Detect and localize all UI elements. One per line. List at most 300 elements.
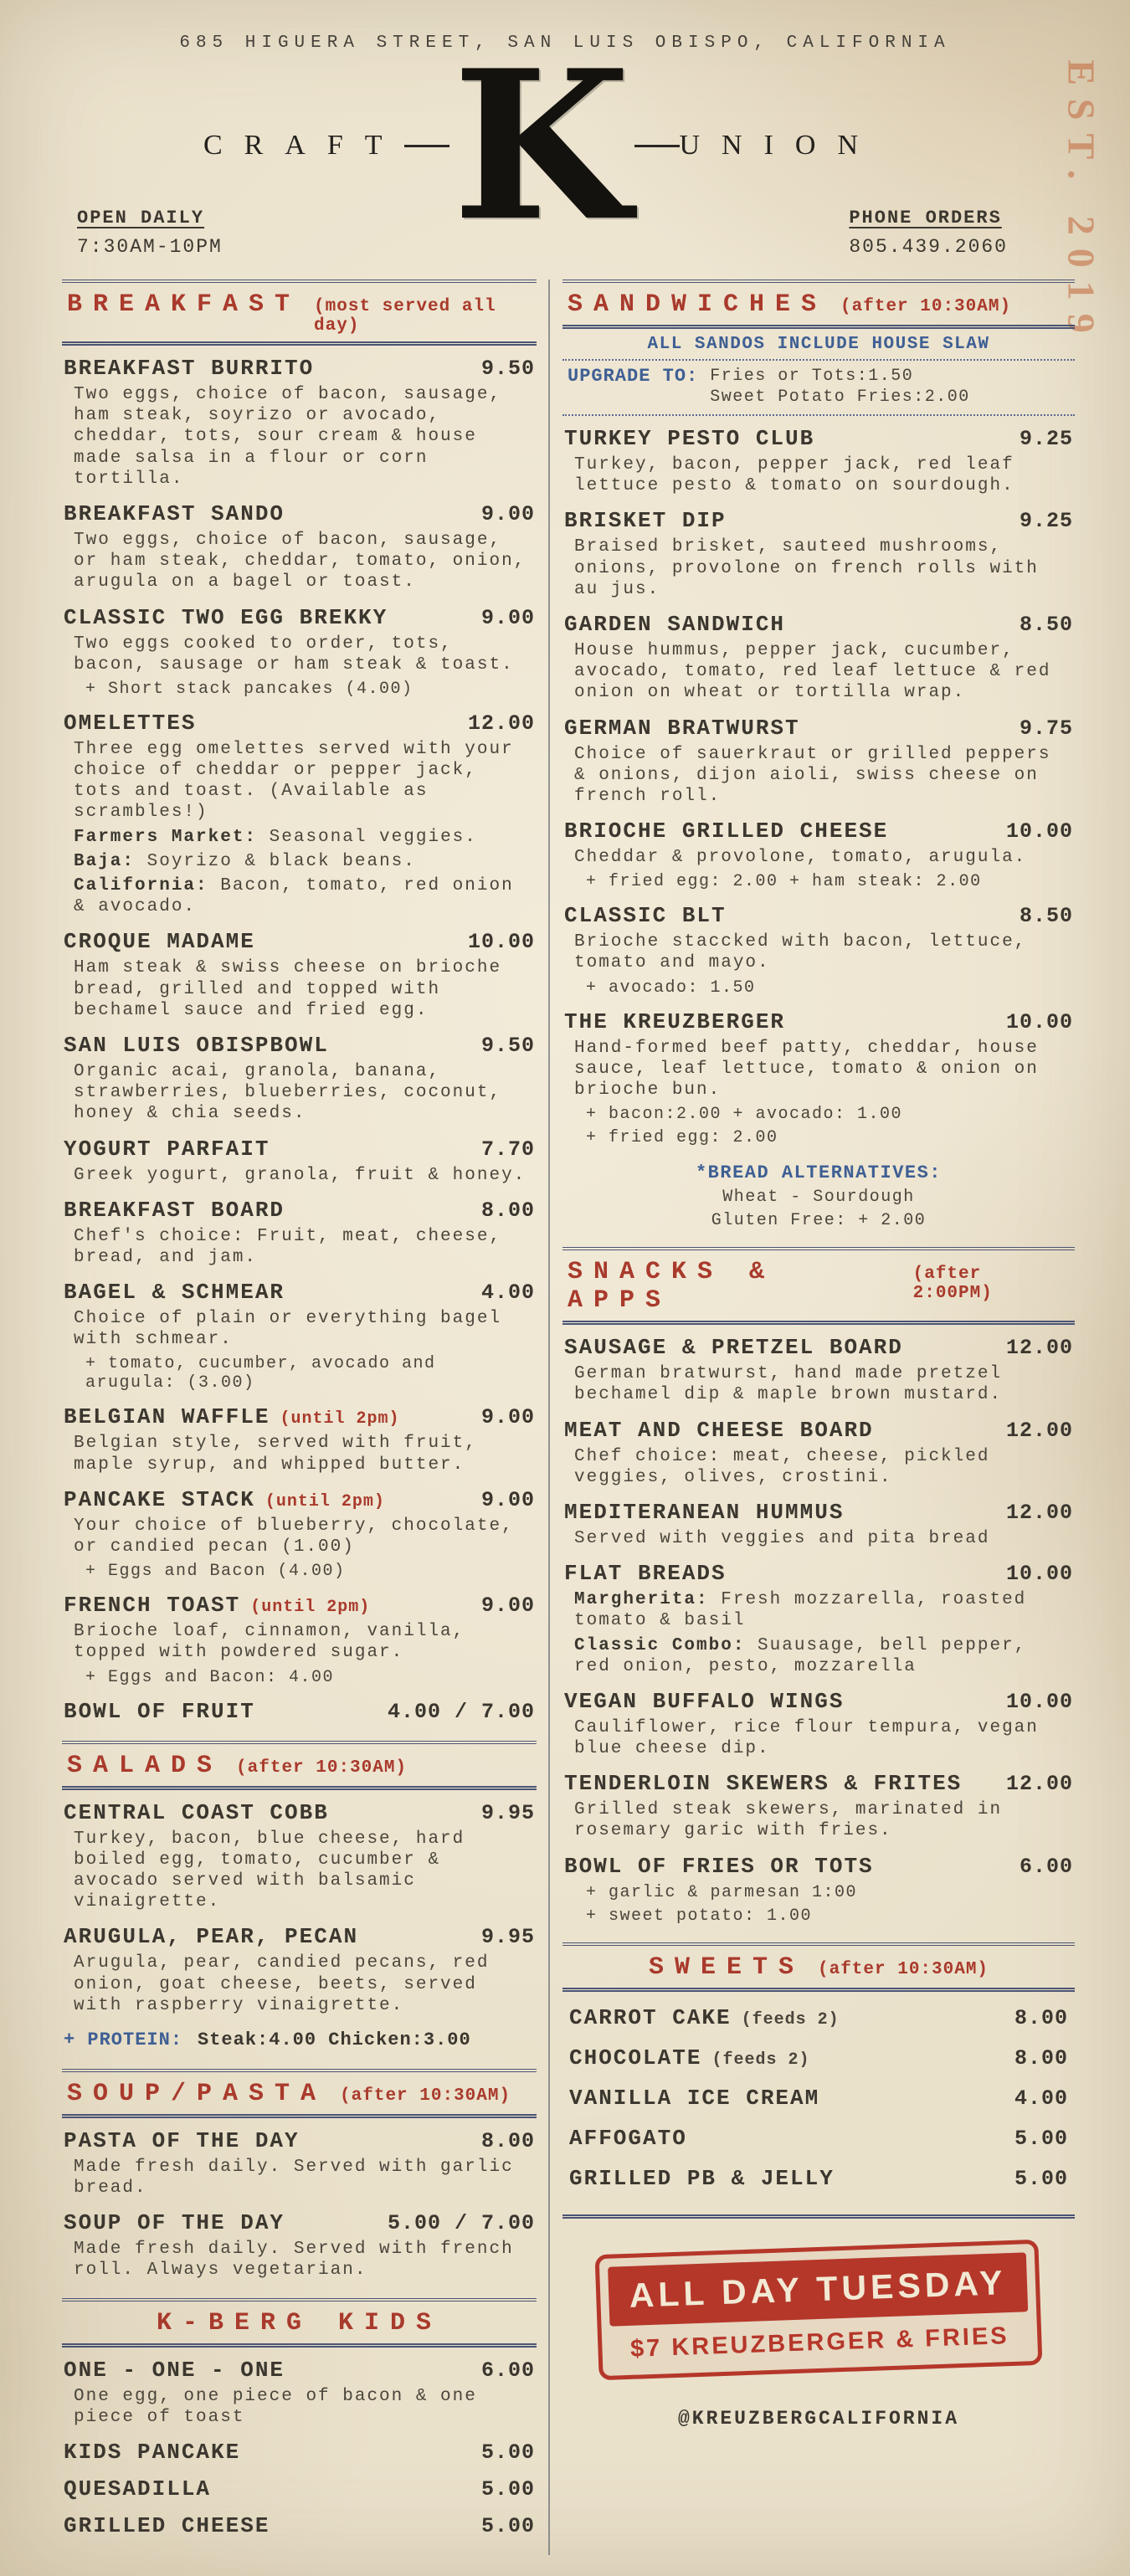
stamp-offer: $7 KREUZBERGER & FRIES (629, 2322, 1010, 2363)
menu-item-row (64, 2476, 535, 2502)
menu-item-name-wrap (569, 2086, 819, 2111)
menu-item-row (64, 929, 535, 954)
brand-rule-left (404, 145, 449, 147)
menu-item-addon: + Eggs and Bacon (4.00) (85, 1562, 346, 1582)
menu-item-row (564, 508, 1073, 533)
menu-item (562, 1771, 1075, 1841)
menu-item-price: 8.00 (1014, 2005, 1068, 2030)
menu-item-description (64, 827, 535, 848)
menu-item-description: Belgian style, served with fruit, maple syrup, and whipped butter. (74, 1434, 477, 1475)
menu-item-description: Cauliflower, rice flour tempura, vegan blue cheese dip. (574, 1717, 1039, 1759)
menu-item-description: House hummus, pepper jack, cucumber, avocado, tomato, red leaf lettuce & red onion on wheat or tortilla wrap. (574, 640, 1051, 703)
menu-item (62, 1280, 537, 1393)
section-header (62, 1741, 537, 1790)
menu-item-name: ONE - ONE - ONE (64, 2357, 285, 2383)
menu-item-row (564, 1009, 1073, 1034)
menu-item-addon: + bacon:2.00 + avocado: 1.00 (586, 1105, 903, 1125)
menu-item-price: 12.00 (1005, 1418, 1073, 1443)
brand-k-letter: K (452, 25, 631, 266)
menu-item-row (564, 1335, 1073, 1360)
menu-item-description: Two eggs, choice of bacon, sausage, ham steak, soyrizo or avocado, cheddar, tots, sour cream & house made salsa in a flour or corn tortilla. (74, 385, 502, 489)
menu-item (568, 2005, 1070, 2030)
menu-item-name: BREAKFAST SANDO (64, 500, 285, 526)
section-availability-note: (after 2:00PM) (912, 1265, 993, 1304)
section-salads (62, 1741, 537, 2052)
menu-item-name-wrap (564, 1335, 903, 1360)
menu-item-variant-name: Classic Combo: (574, 1635, 758, 1655)
menu-item-row (64, 501, 535, 526)
menu-item-price: 8.00 (480, 2128, 535, 2153)
menu-item (62, 2513, 537, 2538)
menu-item-name-wrap (64, 1924, 358, 1949)
menu-item-variant-name: Baja: (74, 851, 147, 871)
menu-item-description: Made fresh daily. Served with french roll. Always vegetarian. (74, 2240, 514, 2281)
menu-item-description: Hand-formed beef patty, cheddar, house sauce, leaf lettuce, tomato & onion on brioche bun. (574, 1038, 1039, 1100)
menu-item-price: 5.00 (1014, 2126, 1068, 2151)
menu-item-name: BRISKET DIP (564, 508, 727, 534)
menu-item-name: VEGAN BUFFALO WINGS (564, 1688, 845, 1714)
menu-item-price: 8.00 (1014, 2045, 1068, 2071)
menu-item-time-note: (until 2pm) (250, 1598, 371, 1618)
menu-item-name: CHOCOLATE (569, 2045, 702, 2071)
menu-item-name-wrap (564, 1009, 785, 1034)
menu-item-name: CROQUE MADAME (64, 929, 255, 955)
menu-item-row (64, 1800, 535, 1825)
menu-item-name: BOWL OF FRUIT (64, 1698, 255, 1724)
menu-column-right (562, 280, 1075, 2555)
menu-item-name-wrap (64, 2440, 240, 2465)
menu-item-name: BELGIAN WAFFLE (64, 1404, 270, 1430)
menu-item-row (64, 1699, 535, 1724)
section-title: K-BERG KIDS (156, 2308, 443, 2337)
menu-item (562, 818, 1075, 891)
protein-addon-note (62, 2028, 537, 2052)
upgrade-option: Sweet Potato Fries:2.00 (710, 387, 970, 407)
menu-item (62, 2476, 537, 2502)
menu-item (62, 2210, 537, 2281)
protein-label: + PROTEIN: (64, 2029, 183, 2050)
menu-item-name-wrap (64, 929, 255, 954)
protein-options: Steak:4.00 Chicken:3.00 (198, 2029, 471, 2050)
menu-item-name: VANILLA ICE CREAM (569, 2085, 820, 2111)
menu-item-row (564, 426, 1073, 451)
brand-rule-right (634, 145, 680, 147)
menu-item (62, 1137, 537, 1186)
menu-item (562, 612, 1075, 704)
menu-item-price: 9.25 (1019, 509, 1073, 534)
menu-item-name: YOGURT PARFAIT (64, 1136, 270, 1162)
section-availability-note: (after 10:30AM) (236, 1758, 408, 1778)
menu-item-name: FLAT BREADS (564, 1561, 727, 1587)
menu-item-variant-text: Fresh mozzarella, roasted tomato & basil (574, 1590, 1027, 1631)
menu-item-name-wrap (564, 818, 888, 844)
menu-item-name-wrap (564, 508, 727, 533)
menu-item (62, 356, 537, 490)
menu-item-name: CARROT CAKE (569, 2004, 732, 2030)
upgrade-note (562, 361, 1075, 414)
menu-item-name-wrap (64, 1593, 370, 1618)
section-header (562, 1247, 1075, 1325)
menu-item-name: FRENCH TOAST (64, 1593, 241, 1619)
menu-item-name: BOWL OF FRIES OR TOTS (564, 1853, 874, 1879)
menu-item-name-wrap (64, 2210, 285, 2235)
menu-item-addon: + avocado: 1.50 (586, 978, 756, 998)
menu-item-name: BRIOCHE GRILLED CHEESE (564, 818, 889, 844)
sandwich-banner (562, 329, 1075, 416)
menu-item-description: Turkey, bacon, blue cheese, hard boiled egg, tomato, cucumber & avocado served with balsamic vinaigrette. (74, 1829, 465, 1912)
menu-item-description: Your choice of blueberry, chocolate, or candied pecan (1.00) (74, 1516, 514, 1557)
section-header (62, 280, 537, 346)
section-availability-note: (after 10:30AM) (818, 1959, 989, 1979)
section-title: BREAKFAST (67, 290, 301, 319)
menu-item-description: Grilled steak skewers, marinated in rosemary garic with fries. (574, 1800, 1003, 1841)
menu-item-row (64, 2210, 535, 2235)
menu-item-price: 9.95 (480, 1800, 535, 1825)
menu-item-price: 12.00 (1005, 1336, 1073, 1361)
menu-item (562, 508, 1075, 600)
bread-alternatives-title: *BREAD ALTERNATIVES: (695, 1162, 943, 1184)
menu-item-name-wrap (564, 1500, 844, 1525)
menu-item-name: QUESADILLA (64, 2476, 212, 2502)
menu-item (562, 716, 1075, 808)
open-daily-label: OPEN DAILY (77, 208, 205, 228)
menu-item-description: Cheddar & provolone, tomato, arugula. (574, 848, 1027, 868)
menu-item-price: 9.00 (480, 1405, 535, 1430)
menu-item-description: Choice of plain or everything bagel with schmear. (74, 1309, 502, 1350)
menu-item-name: PANCAKE STACK (64, 1486, 255, 1512)
menu-item-price: 4.00 (1014, 2086, 1068, 2111)
menu-body (62, 280, 1075, 2555)
menu-item (562, 903, 1075, 997)
section-header (562, 280, 1075, 329)
menu-item-variant-text: Soyrizo & black beans. (146, 851, 416, 871)
menu-item-price: 8.50 (1019, 612, 1073, 637)
menu-item-description: Choice of sauerkraut or grilled peppers & onions, dijon aioli, swiss cheese on french roll. (574, 744, 1051, 806)
menu-item-variant-name: Margherita: (574, 1590, 722, 1610)
menu-item-row (569, 2005, 1068, 2030)
upgrade-options (710, 366, 970, 408)
menu-item-row (564, 1771, 1073, 1796)
menu-item-price: 8.50 (1019, 904, 1073, 929)
menu-item-name-wrap (569, 2126, 687, 2151)
menu-item-variant-text: Suausage, bell pepper, red onion, pesto, mozzarella (574, 1635, 1027, 1676)
menu-item-name-wrap (64, 1404, 399, 1429)
menu-item-price: 6.00 (480, 2358, 535, 2383)
menu-item-name-wrap (64, 356, 314, 381)
section-header (62, 2069, 537, 2118)
menu-item-name: CENTRAL COAST COBB (64, 1799, 329, 1825)
instagram-handle: @KREUZBERGCALIFORNIA (677, 2407, 960, 2430)
menu-item-name: PASTA OF THE DAY (64, 2127, 300, 2153)
section-snacks (562, 1247, 1075, 1925)
menu-item-variant-name: California: (74, 876, 221, 895)
menu-item (562, 1009, 1075, 1148)
menu-item-price: 6.00 (1019, 1854, 1073, 1879)
menu-item-row (64, 1033, 535, 1058)
menu-item-row (564, 1418, 1073, 1443)
menu-item-name: TENDERLOIN SKEWERS & FRITES (564, 1771, 963, 1797)
bread-alternative-option: Wheat - Sourdough (722, 1188, 915, 1208)
menu-item-description: Brioche staccked with bacon, lettuce, tomato and mayo. (574, 932, 1027, 973)
upgrade-label: UPGRADE TO: (568, 366, 699, 387)
menu-item-price: 5.00 (1014, 2166, 1068, 2191)
menu-item-addon: + tomato, cucumber, avocado and arugula: (3.00) (85, 1354, 436, 1393)
menu-item-description: Ham steak & swiss cheese on brioche bread, grilled and topped with bechamel sauce and fried egg. (74, 958, 502, 1020)
menu-item (562, 1500, 1075, 1549)
menu-item-name-wrap (564, 612, 785, 637)
menu-item-name-wrap (64, 605, 388, 630)
menu-item-description (564, 1635, 1073, 1677)
menu-item-description: Greek yogurt, granola, fruit & honey. (74, 1165, 526, 1185)
menu-item-name: ARUGULA, PEAR, PECAN (64, 1924, 359, 1950)
menu-item-price: 8.00 (480, 1198, 535, 1223)
menu-item-addon: + sweet potato: 1.00 (586, 1906, 813, 1926)
menu-item-price: 7.70 (480, 1137, 535, 1162)
open-hours-value: 7:30AM-10PM (77, 236, 223, 258)
menu-item-description (64, 875, 535, 917)
menu-item-row (64, 1137, 535, 1162)
menu-item-description: Braised brisket, sauteed mushrooms, onions, provolone on french rolls with au jus. (574, 537, 1039, 599)
menu-item-name-wrap (64, 1280, 285, 1305)
menu-item-name: MEAT AND CHEESE BOARD (564, 1417, 874, 1443)
menu-item-row (564, 1854, 1073, 1879)
menu-item-time-note: (until 2pm) (265, 1491, 385, 1511)
menu-item-price: 10.00 (467, 930, 535, 955)
upgrade-option: Fries or Tots:1.50 (710, 367, 914, 386)
menu-item-description: Turkey, bacon, pepper jack, red leaf lettuce pesto & tomato on sourdough. (574, 455, 1014, 496)
menu-item-price: 9.95 (480, 1925, 535, 1950)
menu-item-row (64, 711, 535, 736)
menu-item-name-wrap (564, 1689, 844, 1714)
phone-orders-block (849, 208, 1008, 258)
menu-item (562, 1335, 1075, 1405)
menu-item-price: 5.00 (480, 2440, 535, 2465)
menu-item-price: 9.00 (480, 1487, 535, 1512)
menu-item-row (64, 1924, 535, 1949)
menu-item-name-wrap (64, 1800, 329, 1825)
menu-item (62, 711, 537, 918)
menu-item (62, 929, 537, 1021)
brand-union-text: UNION (679, 130, 881, 161)
menu-item (62, 2128, 537, 2199)
menu-item-row (64, 1487, 535, 1512)
menu-item-name: SAUSAGE & PRETZEL BOARD (564, 1335, 903, 1361)
menu-item-row (64, 2128, 535, 2153)
menu-item-name-wrap (569, 2045, 809, 2071)
menu-item-variant-text: Seasonal veggies. (269, 827, 477, 847)
menu-item-name: OMELETTES (64, 710, 197, 736)
menu-item-price: 12.00 (467, 711, 535, 736)
menu-column-left (62, 280, 537, 2555)
menu-item (62, 1800, 537, 1913)
menu-item (568, 2166, 1070, 2191)
section-header (62, 2298, 537, 2348)
menu-item-price: 9.50 (480, 1033, 535, 1058)
menu-item-name: MEDITERANEAN HUMMUS (564, 1499, 845, 1525)
menu-item-row (64, 2440, 535, 2465)
section-sandwiches (562, 280, 1075, 1230)
menu-item-price: 9.75 (1019, 716, 1073, 741)
menu-item (62, 1699, 537, 1724)
menu-item-addon: + Eggs and Bacon: 4.00 (85, 1667, 335, 1687)
menu-item-addon: + fried egg: 2.00 (586, 1128, 778, 1148)
menu-item-name-wrap (64, 2513, 270, 2538)
menu-item (62, 1593, 537, 1686)
menu-item-row (64, 605, 535, 630)
menu-item-serving-note: (feeds 2) (711, 2050, 810, 2070)
menu-item-name-wrap (569, 2005, 840, 2030)
section-breakfast (62, 280, 537, 1724)
menu-item-name: BAGEL & SCHMEAR (64, 1280, 285, 1306)
menu-item-addon: + Short stack pancakes (4.00) (85, 679, 413, 699)
menu-item-name: BREAKFAST BOARD (64, 1197, 285, 1223)
menu-item (62, 501, 537, 593)
menu-item-price: 12.00 (1005, 1500, 1073, 1525)
menu-item (568, 2086, 1070, 2111)
menu-item-row (564, 1689, 1073, 1714)
menu-item-row (64, 2358, 535, 2383)
menu-item-description: Made fresh daily. Served with garlic bread. (74, 2157, 514, 2199)
menu-item-price: 9.00 (480, 1593, 535, 1619)
menu-item-time-note: (until 2pm) (280, 1409, 400, 1429)
menu-item-price: 10.00 (1005, 819, 1073, 844)
menu-item-row (564, 903, 1073, 928)
menu-item (562, 1854, 1075, 1926)
brand-craft-text: CRAFT (203, 130, 404, 161)
menu-item-price: 4.00 / 7.00 (387, 1699, 535, 1724)
menu-item-name-wrap (64, 2476, 211, 2502)
menu-item-row (64, 1280, 535, 1305)
menu-item-row (64, 1404, 535, 1429)
menu-item (562, 426, 1075, 496)
bread-alternative-option: Gluten Free: + 2.00 (711, 1211, 927, 1231)
menu-item-name: CLASSIC TWO EGG BREKKY (64, 604, 388, 630)
menu-item-price: 9.00 (480, 501, 535, 526)
menu-item-name-wrap (564, 1418, 874, 1443)
menu-item-name: GRILLED PB & JELLY (569, 2165, 835, 2191)
menu-item-description: Two eggs cooked to order, tots, bacon, sausage or ham steak & toast. (74, 634, 514, 675)
menu-item-name-wrap (569, 2166, 835, 2191)
menu-item-row (564, 1561, 1073, 1586)
menu-item-row (64, 356, 535, 381)
menu-item (562, 1561, 1075, 1677)
menu-item (62, 1924, 537, 2016)
menu-item-name: THE KREUZBERGER (564, 1008, 786, 1034)
menu-item (62, 1404, 537, 1475)
column-divider (548, 280, 550, 2555)
menu-item-price: 9.00 (480, 605, 535, 630)
menu-item-row (569, 2086, 1068, 2111)
menu-item-description (564, 1589, 1073, 1631)
menu-item-description: Chef choice: meat, cheese, pickled veggies, olives, crostini. (574, 1446, 990, 1487)
menu-item-row (64, 1198, 535, 1223)
menu-item (62, 2440, 537, 2465)
menu-item-description: Brioche loaf, cinnamon, vanilla, topped with powdered sugar. (74, 1622, 465, 1663)
section-availability-note: (most served all day) (314, 297, 496, 336)
right-column-tail (562, 2247, 1075, 2430)
stamp-headline: ALL DAY TUESDAY (608, 2252, 1028, 2326)
section-title: SWEETS (648, 1953, 804, 1982)
section-title: SNACKS & APPS (568, 1258, 776, 1316)
menu-item-description: Two eggs, choice of bacon, sausage, or ham steak, cheddar, tomato, onion, arugula on a bagel or toast. (74, 530, 526, 593)
menu-item-name-wrap (64, 1699, 255, 1724)
menu-item-price: 9.25 (1019, 427, 1073, 451)
section-availability-note: (after 10:30AM) (840, 297, 1012, 316)
menu-item-name: SOUP OF THE DAY (64, 2210, 285, 2236)
menu-item-row (569, 2166, 1068, 2191)
section-kids (62, 2298, 537, 2538)
menu-item-row (569, 2126, 1068, 2151)
menu-item-price: 5.00 (480, 2514, 535, 2538)
menu-item-description: Chef's choice: Fruit, meat, cheese, bread, and jam. (74, 1226, 502, 1267)
section-soup_pasta (62, 2069, 537, 2281)
menu-item-description: Arugula, pear, candied pecans, red onion, goat cheese, beets, served with raspberry vinaigrette. (74, 1953, 490, 2015)
menu-item-variant-text: Bacon, tomato, red onion & avocado. (74, 876, 514, 917)
menu-item-name: SAN LUIS OBISPBOWL (64, 1032, 329, 1058)
menu-item-addon: + fried egg: 2.00 + ham steak: 2.00 (586, 872, 982, 892)
menu-item-price: 10.00 (1005, 1689, 1073, 1714)
menu-item (62, 2358, 537, 2428)
section-title: SALADS (67, 1751, 223, 1780)
established-text: EST. 2019 (1060, 59, 1103, 346)
menu-item (62, 1033, 537, 1125)
menu-item-row (564, 1500, 1073, 1525)
menu-item-name: BREAKFAST BURRITO (64, 356, 315, 381)
menu-item-price: 10.00 (1005, 1009, 1073, 1034)
menu-item-name: AFFOGATO (569, 2125, 687, 2151)
menu-item-price: 12.00 (1005, 1772, 1073, 1797)
section-availability-note: (after 10:30AM) (340, 2086, 511, 2106)
menu-item-name-wrap (564, 1561, 727, 1586)
menu-item-name-wrap (564, 1854, 874, 1879)
menu-item-row (64, 2513, 535, 2538)
menu-item (568, 2126, 1070, 2151)
section-title: SOUP/PASTA (67, 2079, 327, 2108)
phone-number: 805.439.2060 (849, 236, 1008, 258)
menu-item-addon: + garlic & parmesan 1:00 (586, 1882, 858, 1902)
menu-item-name: GARDEN SANDWICH (564, 611, 786, 637)
menu-item-row (64, 1593, 535, 1618)
phone-orders-label: PHONE ORDERS (849, 208, 1002, 228)
menu-item-name-wrap (564, 903, 727, 928)
section-sweets (562, 1942, 1075, 2219)
menu-item-description (64, 851, 535, 872)
menu-item-row (569, 2045, 1068, 2071)
menu-item-name: GERMAN BRATWURST (564, 715, 800, 741)
all-day-tuesday-stamp (595, 2239, 1043, 2379)
bread-alternatives-note (562, 1162, 1075, 1230)
menu-item-name: CLASSIC BLT (564, 903, 727, 929)
menu-item-price: 10.00 (1005, 1562, 1073, 1587)
menu-item-price: 9.50 (480, 357, 535, 381)
menu-item (568, 2045, 1070, 2071)
menu-item-name-wrap (64, 1487, 385, 1512)
menu-item-price: 4.00 (480, 1280, 535, 1306)
menu-item-name-wrap (64, 501, 285, 526)
section-title: SANDWICHES (568, 290, 828, 319)
menu-item-name-wrap (64, 1137, 270, 1162)
menu-item-name-wrap (64, 1198, 285, 1223)
menu-item-description: Organic acai, granola, banana, strawberries, blueberries, coconut, honey & chia seeds. (74, 1061, 502, 1124)
menu-item-description: Three egg omelettes served with your choice of cheddar or pepper jack, tots and toast. (Available as scrambles!) (74, 739, 514, 823)
open-hours-block (77, 208, 223, 258)
menu-item-description: One egg, one piece of bacon & one piece of toast (74, 2386, 477, 2427)
menu-item (562, 1418, 1075, 1488)
menu-item-name-wrap (64, 2358, 285, 2383)
menu-item-row (564, 818, 1073, 844)
menu-item-variant-name: Farmers Market: (74, 827, 270, 847)
menu-item-serving-note: (feeds 2) (741, 2009, 840, 2029)
